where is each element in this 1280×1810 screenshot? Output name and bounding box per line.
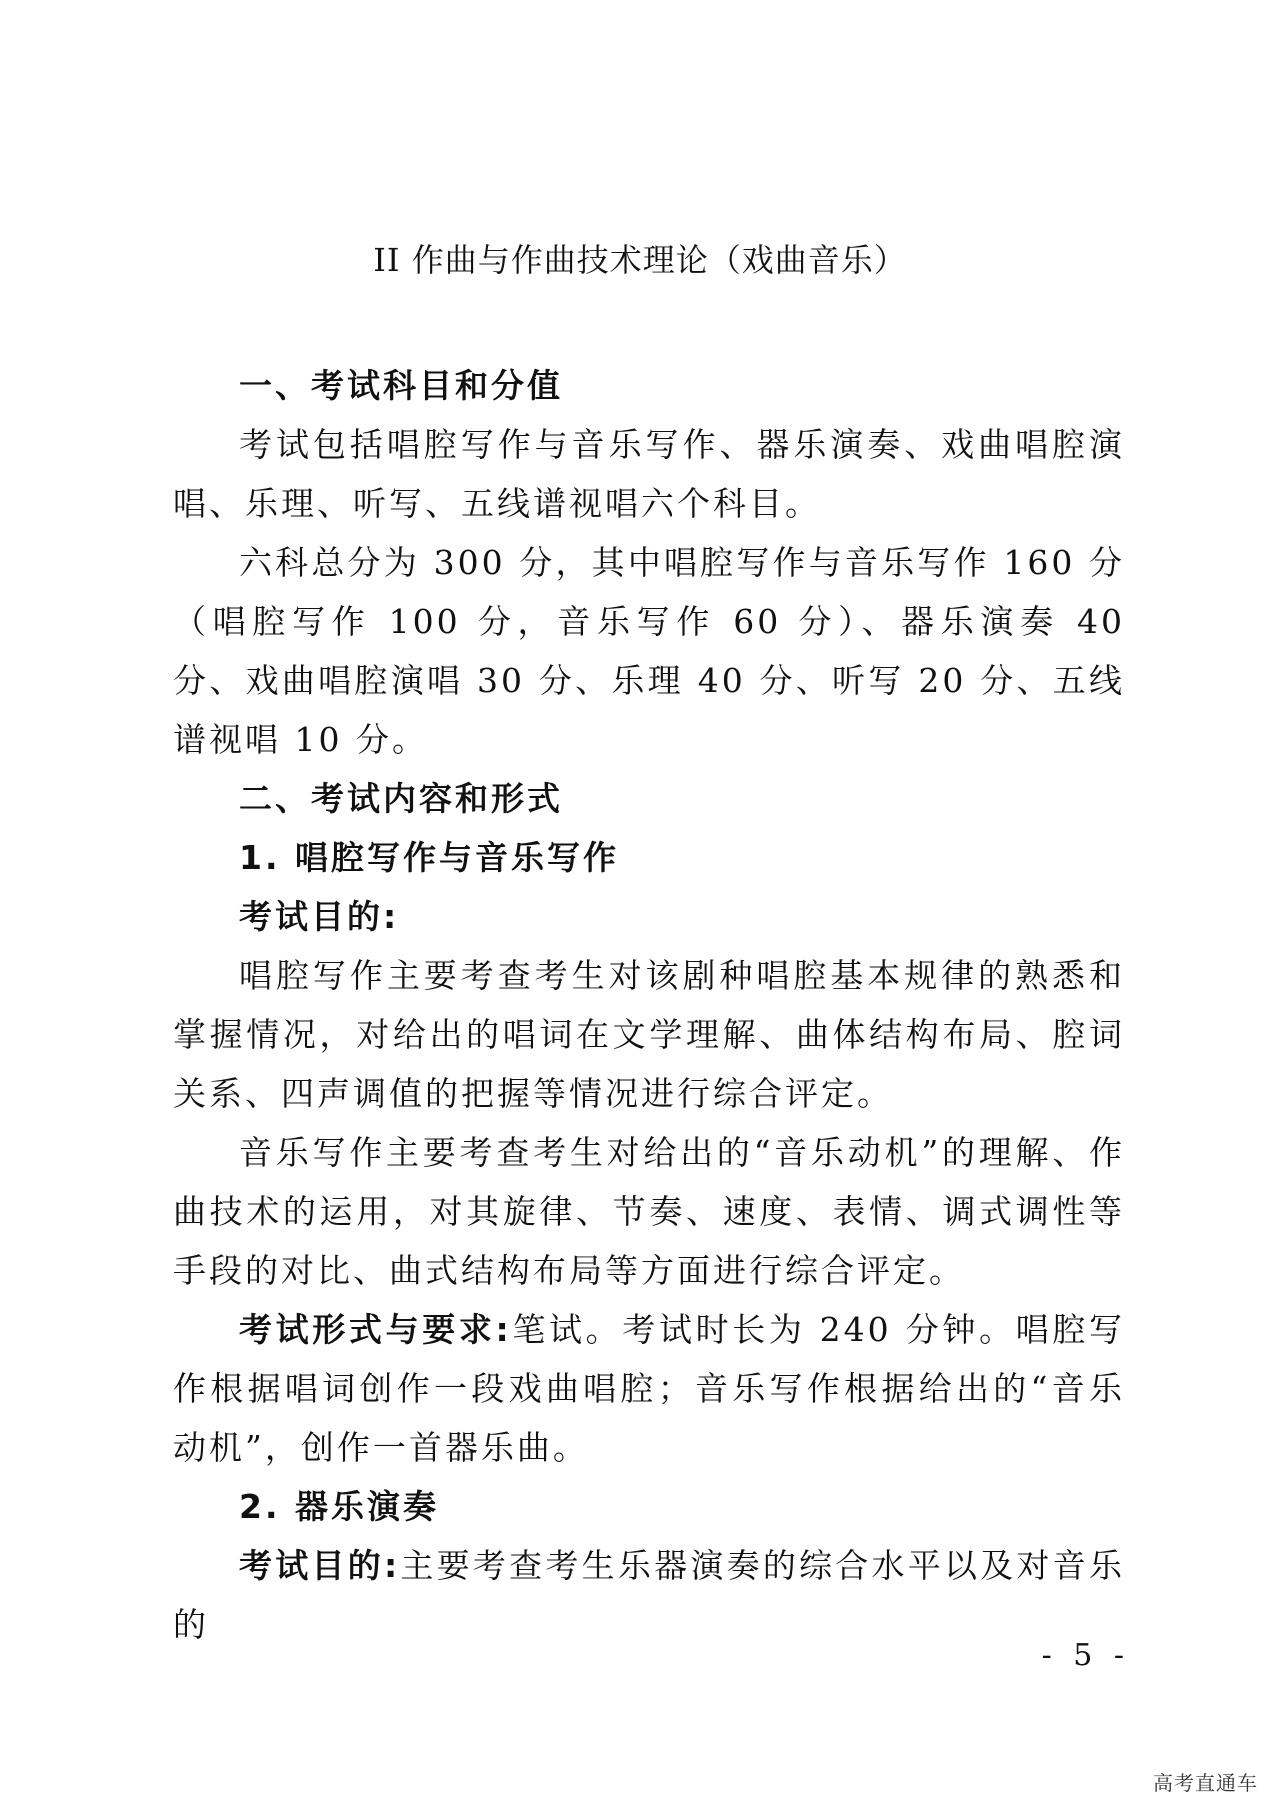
paragraph-score-distribution: 六科总分为 300 分，其中唱腔写作与音乐写作 160 分（唱腔写作 100 分，音乐写作 60 分）、器乐演奏 40 分、戏曲唱腔演唱 30 分、乐理 40 分、听写 20 分、五线谱视唱 10 分。	[173, 543, 1125, 759]
section-heading-content-format: 二、考试内容和形式	[239, 779, 563, 818]
section-heading-subjects: 一、考试科目和分值	[239, 366, 563, 405]
page-number: - 5 -	[1041, 1638, 1130, 1673]
paragraph-exam-format	[173, 1300, 1125, 1477]
paragraph-vocal-writing-purpose: 唱腔写作主要考查考生对该剧种唱腔基本规律的熟悉和掌握情况，对给出的唱词在文学理解、曲体结构布局、腔词关系、四声调值的把握等情况进行综合评定。	[173, 956, 1125, 1113]
watermark-text: 高考直通车	[1153, 1771, 1258, 1795]
paragraph-instrumental-purpose	[173, 1536, 1125, 1654]
label-exam-format: 考试形式与要求:	[239, 1310, 512, 1349]
label-instrumental-purpose: 考试目的:	[239, 1546, 401, 1585]
paragraph-music-writing-purpose: 音乐写作主要考查考生对给出的“音乐动机”的理解、作曲技术的运用，对其旋律、节奏、速度、表情、调式调性等手段的对比、曲式结构布局等方面进行综合评定。	[173, 1133, 1125, 1290]
document-body	[173, 356, 1125, 1654]
subsection-heading-instrumental: 2. 器乐演奏	[239, 1487, 439, 1526]
document-title: II 作曲与作曲技术理论（戏曲音乐）	[373, 241, 907, 279]
subsection-heading-composition: 1. 唱腔写作与音乐写作	[239, 838, 619, 877]
paragraph-subjects-list: 考试包括唱腔写作与音乐写作、器乐演奏、戏曲唱腔演唱、乐理、听写、五线谱视唱六个科目。	[173, 425, 1125, 523]
exam-format-text: 笔试。考试时长为 240 分钟。唱腔写作根据唱词创作一段戏曲唱腔；音乐写作根据给出的“音乐动机”，创作一首器乐曲。	[173, 1310, 1126, 1467]
instrumental-purpose-text: 主要考查考生乐器演奏的综合水平以及对音乐的	[173, 1546, 1126, 1644]
label-exam-purpose: 考试目的:	[239, 897, 400, 936]
